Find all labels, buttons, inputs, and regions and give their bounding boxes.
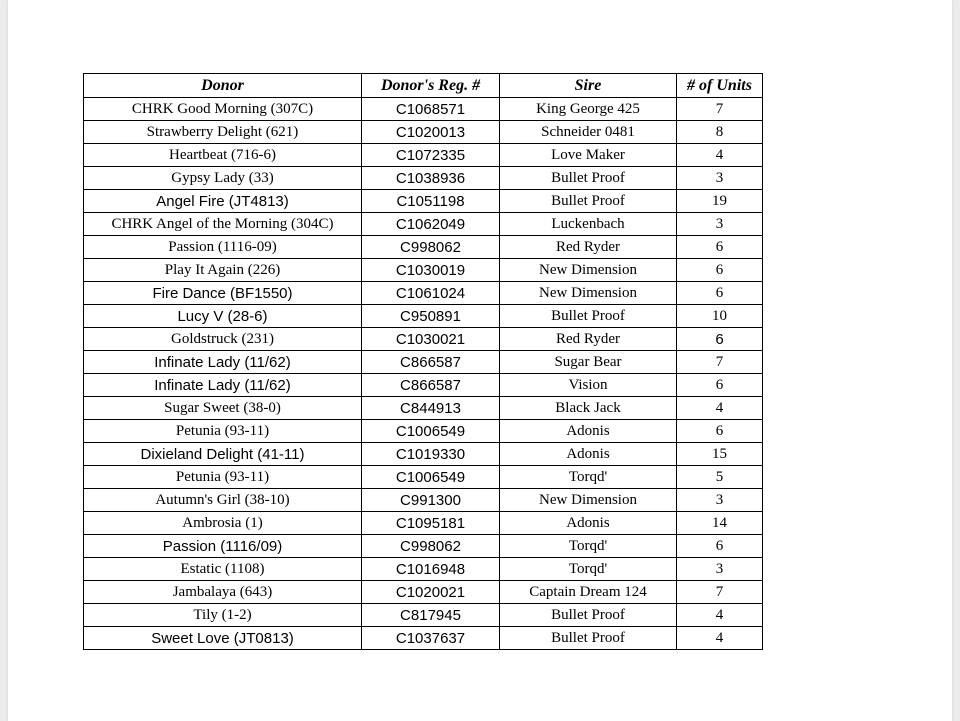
table-row	[84, 627, 763, 650]
cell-donor: Gypsy Lady (33)	[84, 167, 362, 190]
cell-donor: Tily (1-2)	[84, 604, 362, 627]
cell-units: 6	[677, 328, 763, 351]
table-row	[84, 397, 763, 420]
cell-donor: CHRK Angel of the Morning (304C)	[84, 213, 362, 236]
table-row	[84, 351, 763, 374]
table-row	[84, 604, 763, 627]
cell-sire: Torqd'	[500, 466, 677, 489]
cell-units: 6	[677, 420, 763, 443]
cell-units: 3	[677, 213, 763, 236]
column-header-donor: Donor	[84, 74, 362, 98]
table-row	[84, 167, 763, 190]
table-header-row	[84, 74, 763, 98]
cell-reg-number: C844913	[362, 397, 500, 420]
column-header-sire: Sire	[500, 74, 677, 98]
table-row	[84, 558, 763, 581]
table-row	[84, 236, 763, 259]
cell-donor: Infinate Lady (11/62)	[84, 374, 362, 397]
column-header-units: # of Units	[677, 74, 763, 98]
cell-units: 7	[677, 98, 763, 121]
cell-donor: Play It Again (226)	[84, 259, 362, 282]
table-row	[84, 489, 763, 512]
table-row	[84, 535, 763, 558]
cell-units: 15	[677, 443, 763, 466]
cell-sire: Schneider 0481	[500, 121, 677, 144]
table-row	[84, 466, 763, 489]
cell-reg-number: C1038936	[362, 167, 500, 190]
cell-reg-number: C1037637	[362, 627, 500, 650]
cell-reg-number: C1020013	[362, 121, 500, 144]
cell-reg-number: C1095181	[362, 512, 500, 535]
cell-units: 6	[677, 374, 763, 397]
table-row	[84, 581, 763, 604]
donor-table	[83, 73, 763, 650]
cell-donor: Strawberry Delight (621)	[84, 121, 362, 144]
cell-units: 7	[677, 581, 763, 604]
cell-sire: Bullet Proof	[500, 190, 677, 213]
cell-sire: Bullet Proof	[500, 167, 677, 190]
cell-reg-number: C1062049	[362, 213, 500, 236]
cell-donor: Dixieland Delight (41-11)	[84, 443, 362, 466]
cell-reg-number: C998062	[362, 236, 500, 259]
cell-units: 6	[677, 282, 763, 305]
cell-units: 8	[677, 121, 763, 144]
cell-sire: Adonis	[500, 443, 677, 466]
table-row	[84, 213, 763, 236]
document-page	[8, 0, 952, 721]
cell-reg-number: C1068571	[362, 98, 500, 121]
cell-reg-number: C1016948	[362, 558, 500, 581]
cell-sire: Captain Dream 124	[500, 581, 677, 604]
cell-donor: Passion (1116/09)	[84, 535, 362, 558]
cell-reg-number: C1006549	[362, 466, 500, 489]
cell-reg-number: C1061024	[362, 282, 500, 305]
table-row	[84, 328, 763, 351]
cell-units: 3	[677, 558, 763, 581]
cell-units: 4	[677, 397, 763, 420]
cell-sire: Bullet Proof	[500, 604, 677, 627]
cell-sire: Sugar Bear	[500, 351, 677, 374]
cell-units: 3	[677, 489, 763, 512]
cell-units: 4	[677, 604, 763, 627]
cell-sire: Luckenbach	[500, 213, 677, 236]
cell-donor: Angel Fire (JT4813)	[84, 190, 362, 213]
table-row	[84, 144, 763, 167]
cell-sire: New Dimension	[500, 282, 677, 305]
cell-units: 6	[677, 236, 763, 259]
cell-units: 14	[677, 512, 763, 535]
cell-units: 4	[677, 627, 763, 650]
cell-donor: Infinate Lady (11/62)	[84, 351, 362, 374]
cell-units: 19	[677, 190, 763, 213]
cell-units: 6	[677, 535, 763, 558]
cell-sire: Black Jack	[500, 397, 677, 420]
cell-reg-number: C950891	[362, 305, 500, 328]
table-row	[84, 98, 763, 121]
cell-reg-number: C1006549	[362, 420, 500, 443]
table-row	[84, 282, 763, 305]
cell-sire: New Dimension	[500, 259, 677, 282]
cell-donor: Sugar Sweet (38-0)	[84, 397, 362, 420]
cell-sire: Red Ryder	[500, 236, 677, 259]
cell-donor: Autumn's Girl (38-10)	[84, 489, 362, 512]
cell-donor: Jambalaya (643)	[84, 581, 362, 604]
cell-donor: Ambrosia (1)	[84, 512, 362, 535]
cell-donor: Heartbeat (716-6)	[84, 144, 362, 167]
cell-units: 5	[677, 466, 763, 489]
cell-reg-number: C1019330	[362, 443, 500, 466]
cell-sire: Torqd'	[500, 535, 677, 558]
cell-donor: Sweet Love (JT0813)	[84, 627, 362, 650]
cell-donor: Goldstruck (231)	[84, 328, 362, 351]
cell-donor: Petunia (93-11)	[84, 466, 362, 489]
cell-reg-number: C1020021	[362, 581, 500, 604]
cell-sire: Torqd'	[500, 558, 677, 581]
cell-donor: Petunia (93-11)	[84, 420, 362, 443]
cell-reg-number: C866587	[362, 351, 500, 374]
table-row	[84, 512, 763, 535]
cell-units: 7	[677, 351, 763, 374]
cell-sire: Bullet Proof	[500, 305, 677, 328]
table-row	[84, 374, 763, 397]
cell-units: 6	[677, 259, 763, 282]
column-header-reg: Donor's Reg. #	[362, 74, 500, 98]
cell-reg-number: C1072335	[362, 144, 500, 167]
table-row	[84, 259, 763, 282]
cell-reg-number: C998062	[362, 535, 500, 558]
cell-units: 4	[677, 144, 763, 167]
cell-sire: Adonis	[500, 512, 677, 535]
cell-reg-number: C866587	[362, 374, 500, 397]
table-row	[84, 420, 763, 443]
cell-reg-number: C817945	[362, 604, 500, 627]
table-row	[84, 190, 763, 213]
cell-donor: Fire Dance (BF1550)	[84, 282, 362, 305]
cell-sire: Bullet Proof	[500, 627, 677, 650]
table-row	[84, 443, 763, 466]
cell-sire: Vision	[500, 374, 677, 397]
cell-donor: Lucy V (28-6)	[84, 305, 362, 328]
cell-donor: CHRK Good Morning (307C)	[84, 98, 362, 121]
cell-donor: Estatic (1108)	[84, 558, 362, 581]
table-row	[84, 121, 763, 144]
cell-units: 3	[677, 167, 763, 190]
cell-reg-number: C1030019	[362, 259, 500, 282]
cell-sire: King George 425	[500, 98, 677, 121]
cell-sire: Adonis	[500, 420, 677, 443]
cell-sire: Love Maker	[500, 144, 677, 167]
table-row	[84, 305, 763, 328]
cell-sire: New Dimension	[500, 489, 677, 512]
cell-donor: Passion (1116-09)	[84, 236, 362, 259]
cell-units: 10	[677, 305, 763, 328]
cell-reg-number: C1030021	[362, 328, 500, 351]
cell-reg-number: C1051198	[362, 190, 500, 213]
cell-sire: Red Ryder	[500, 328, 677, 351]
cell-reg-number: C991300	[362, 489, 500, 512]
